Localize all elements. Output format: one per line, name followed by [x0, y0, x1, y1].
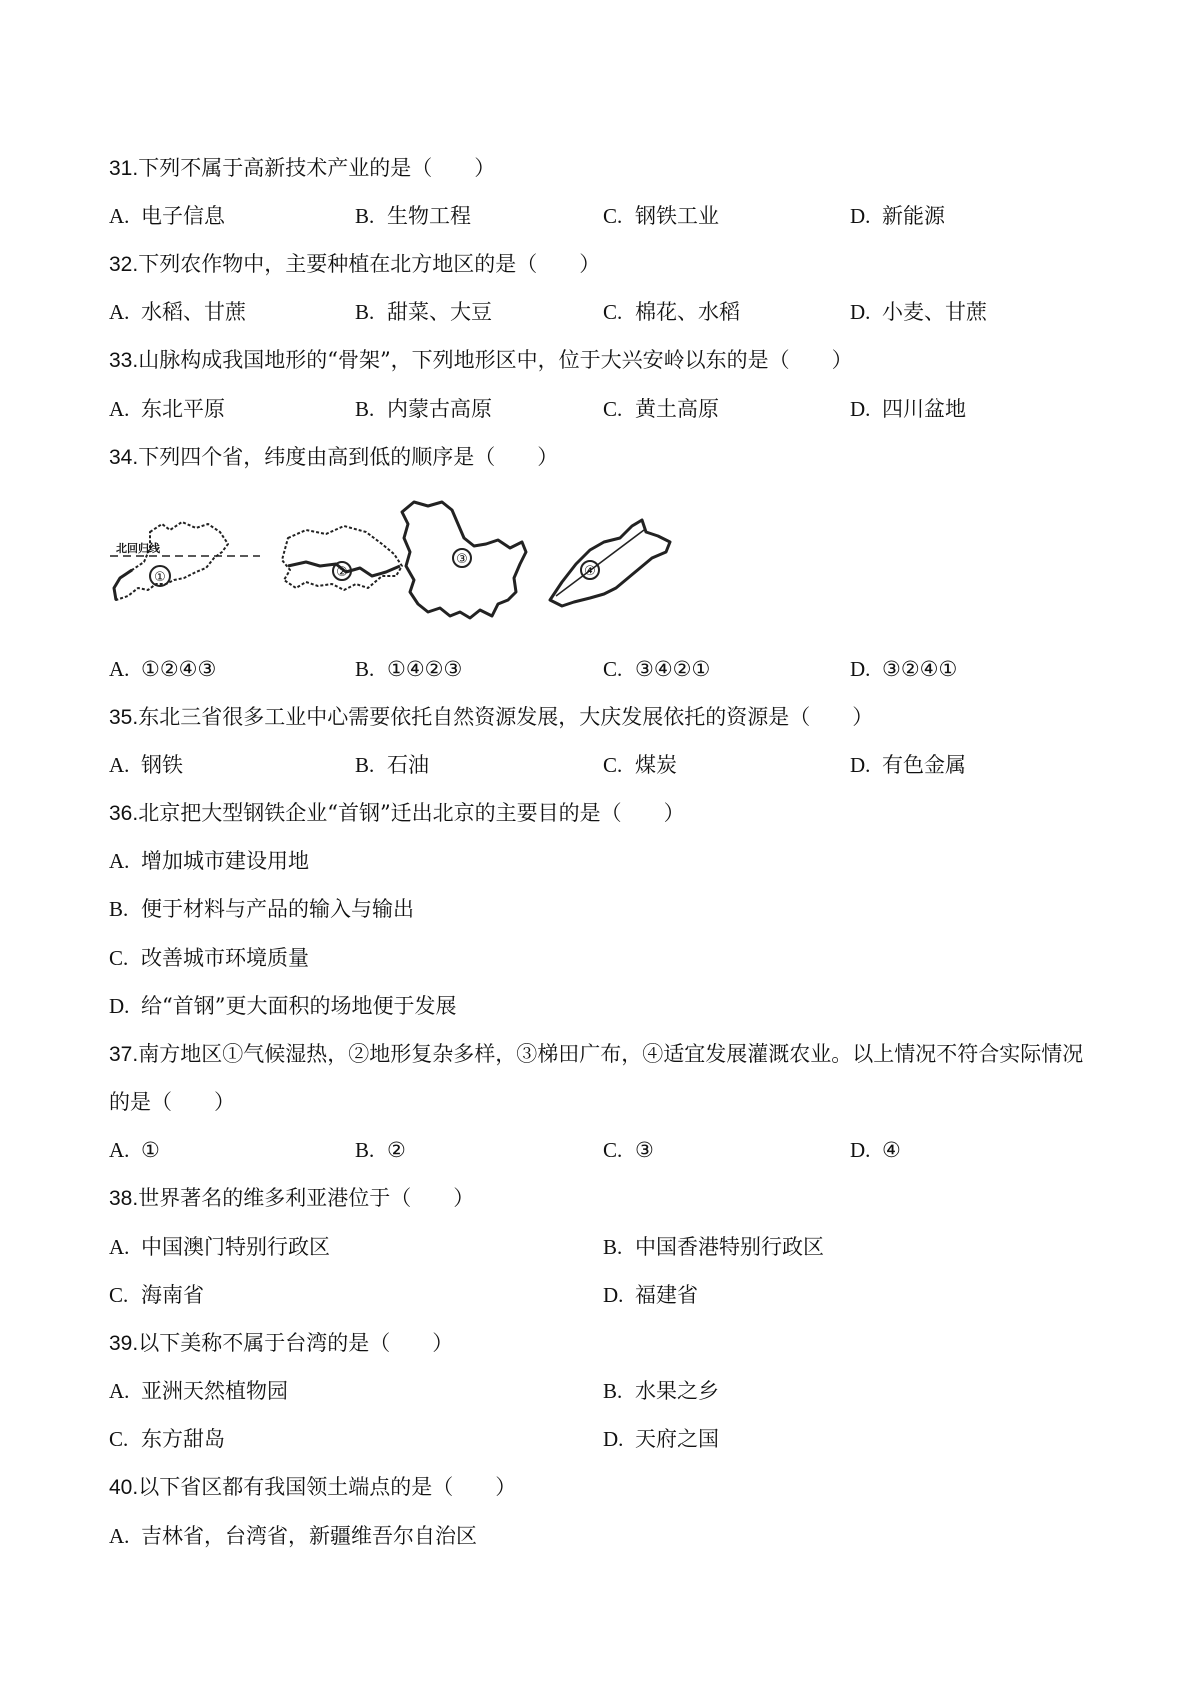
option-d[interactable]: D. 天府之国: [603, 1427, 719, 1451]
question-33: [109, 346, 853, 375]
map-label-3: ③: [456, 552, 468, 567]
option-b[interactable]: B. 甜菜、大豆: [355, 300, 492, 324]
option-a[interactable]: A. ①②④③: [109, 657, 217, 681]
map-label-2: ②: [336, 565, 348, 580]
question-stem: 下列不属于高新技术产业的是（ ）: [138, 156, 496, 180]
question-40: [109, 1473, 516, 1502]
question-stem: 山脉构成我国地形的“骨架”，下列地形区中，位于大兴安岭以东的是（ ）: [138, 348, 853, 372]
option-d[interactable]: D. ③②④①: [850, 657, 958, 681]
option-d[interactable]: D. 小麦、甘蔗: [850, 300, 987, 324]
question-stem: 北京把大型钢铁企业“首钢”迁出北京的主要目的是（ ）: [138, 801, 685, 825]
option-c[interactable]: C. 海南省: [109, 1283, 204, 1307]
question-stem-continued: 的是（ ）: [109, 1090, 235, 1114]
province-maps-figure: [110, 492, 750, 642]
province-map-1: [110, 522, 260, 600]
option-a[interactable]: A. 水稻、甘蔗: [109, 300, 246, 324]
option-a[interactable]: A. ①: [109, 1138, 160, 1162]
option-b[interactable]: B. 中国香港特别行政区: [603, 1235, 824, 1259]
option-c[interactable]: C. 煤炭: [603, 753, 677, 777]
option-d[interactable]: D. 新能源: [850, 204, 945, 228]
question-stem: 下列四个省，纬度由高到低的顺序是（ ）: [138, 445, 559, 469]
option-d[interactable]: D. 四川盆地: [850, 397, 966, 421]
question-number: 38.: [109, 1187, 139, 1210]
option-c[interactable]: C. 改善城市环境质量: [109, 946, 309, 970]
map-label-1: ①: [154, 570, 166, 585]
tropic-label: 北回归线: [116, 542, 160, 555]
question-stem: 南方地区①气候湿热，②地形复杂多样，③梯田广布，④适宜发展灌溉农业。以上情况不符合实际情况: [138, 1042, 1084, 1066]
option-c[interactable]: C. 钢铁工业: [603, 204, 719, 228]
option-a[interactable]: A. 增加城市建设用地: [109, 849, 309, 873]
province-map-2: [282, 526, 402, 590]
option-d[interactable]: D. ④: [850, 1138, 901, 1162]
option-a[interactable]: A. 吉林省，台湾省，新疆维吾尔自治区: [109, 1524, 477, 1548]
map-label-4: ④: [584, 564, 596, 579]
option-c[interactable]: C. ③④②①: [603, 657, 711, 681]
question-stem: 下列农作物中，主要种植在北方地区的是（ ）: [138, 252, 601, 276]
question-stem: 以下省区都有我国领土端点的是（ ）: [138, 1475, 517, 1499]
question-38: [109, 1184, 474, 1213]
question-stem: 世界著名的维多利亚港位于（ ）: [138, 1186, 475, 1210]
question-35: [109, 703, 873, 732]
question-number: 36.: [109, 802, 139, 825]
question-stem: 以下美称不属于台湾的是（ ）: [138, 1331, 454, 1355]
question-number: 31.: [109, 157, 139, 180]
option-c[interactable]: C. 黄土高原: [603, 397, 719, 421]
option-d[interactable]: D. 有色金属: [850, 753, 966, 777]
option-a[interactable]: A. 电子信息: [109, 204, 225, 228]
question-number: 32.: [109, 253, 139, 276]
option-b[interactable]: B. 生物工程: [355, 204, 471, 228]
option-b[interactable]: B. 便于材料与产品的输入与输出: [109, 897, 414, 921]
option-c[interactable]: C. ③: [603, 1138, 654, 1162]
question-32: [109, 250, 600, 279]
option-c[interactable]: C. 东方甜岛: [109, 1427, 225, 1451]
question-number: 40.: [109, 1476, 139, 1499]
question-31: [109, 154, 495, 183]
question-34: [109, 443, 558, 472]
option-a[interactable]: A. 亚洲天然植物园: [109, 1379, 288, 1403]
question-stem: 东北三省很多工业中心需要依托自然资源发展，大庆发展依托的资源是（ ）: [138, 705, 874, 729]
option-a[interactable]: A. 东北平原: [109, 397, 225, 421]
option-a[interactable]: A. 钢铁: [109, 753, 183, 777]
option-d[interactable]: D. 福建省: [603, 1283, 698, 1307]
option-a[interactable]: A. 中国澳门特别行政区: [109, 1235, 330, 1259]
option-b[interactable]: B. 水果之乡: [603, 1379, 719, 1403]
option-d[interactable]: D. 给“首钢”更大面积的场地便于发展: [109, 994, 457, 1018]
question-number: 39.: [109, 1332, 139, 1355]
option-b[interactable]: B. 内蒙古高原: [355, 397, 492, 421]
option-c[interactable]: C. 棉花、水稻: [603, 300, 740, 324]
question-39: [109, 1329, 453, 1358]
question-number: 33.: [109, 349, 139, 372]
question-number: 35.: [109, 706, 139, 729]
question-number: 34.: [109, 446, 139, 469]
province-map-4: [550, 520, 670, 606]
question-36: [109, 799, 685, 828]
option-b[interactable]: B. 石油: [355, 753, 429, 777]
question-37: [109, 1040, 1083, 1069]
option-b[interactable]: B. ②: [355, 1138, 406, 1162]
option-b[interactable]: B. ①④②③: [355, 657, 463, 681]
question-number: 37.: [109, 1043, 139, 1066]
